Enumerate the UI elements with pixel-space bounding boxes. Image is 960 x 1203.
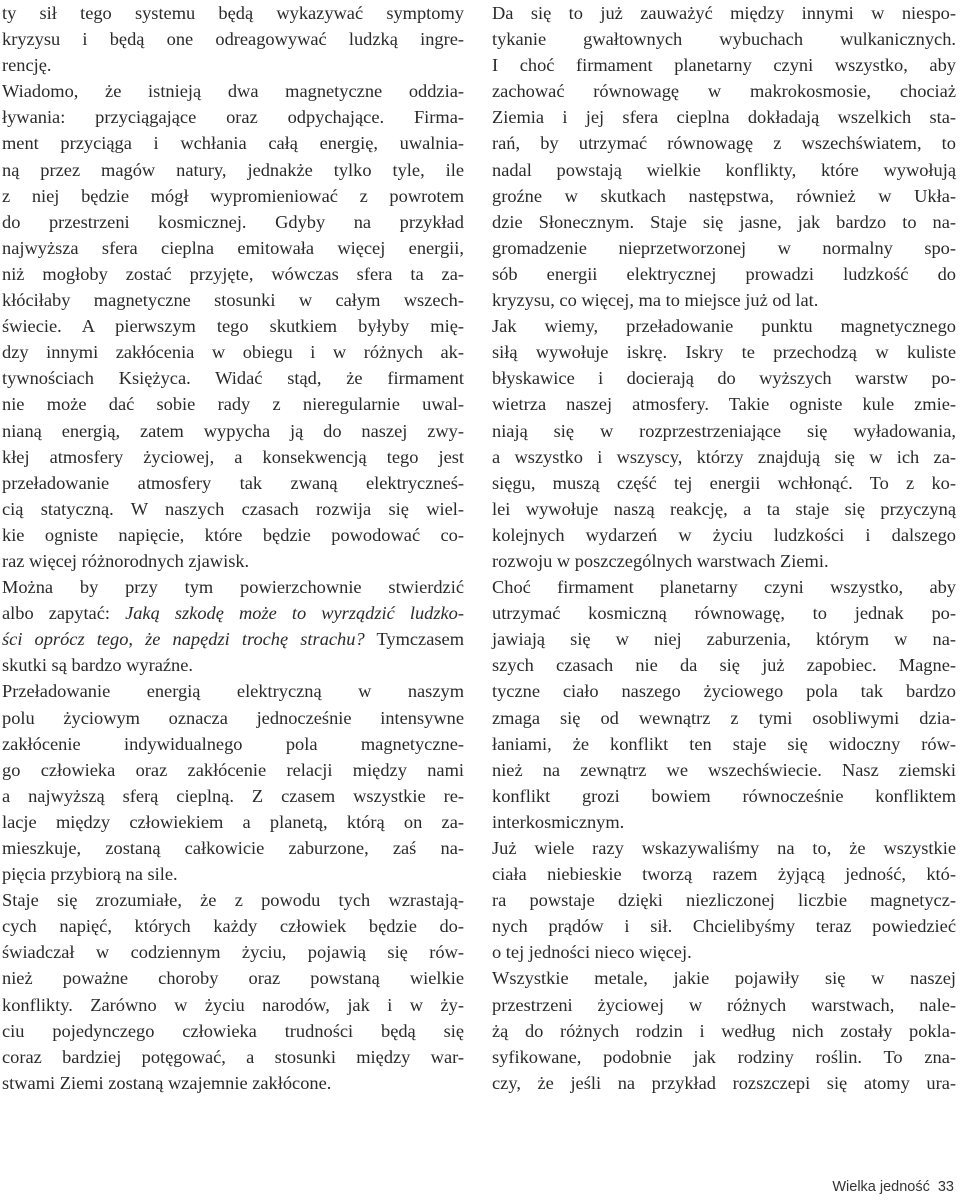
- text-line: jawiają się w niej zaburzenia, którym w na-: [492, 629, 956, 650]
- text-line: nież poważne choroby oraz powstaną wielkie: [2, 968, 464, 989]
- text-line: skutki są bardzo wyraźne.: [2, 655, 193, 676]
- text-line: Wiadomo, że istnieją dwa magnetyczne oddzia-: [2, 81, 464, 102]
- text-line: niż mogłoby zostać przyjęte, wówczas sfera ta za-: [2, 263, 464, 284]
- text-line: lei wywołuje naszą reakcję, a ta staje się przyczyną: [492, 498, 956, 519]
- text-line: niają się w rozprzestrzeniające się wyładowania,: [492, 420, 956, 441]
- text-line: mieszkuje, zostaną całkowicie zaburzone, zaś na-: [2, 838, 464, 858]
- text-line: szych czasach nie da się już zapobiec. Magne-: [492, 655, 956, 676]
- text-line: [2, 626, 464, 652]
- text-line: coraz bardziej potęgować, a stosunki między war-: [2, 1046, 464, 1067]
- text-line: sięgu, muszą część tej energii wchłonąć. To z ko-: [492, 472, 956, 493]
- text-line: tywnościach Księżyca. Widać stąd, że firmament: [2, 368, 464, 389]
- text-line: Choć firmament planetarny czyni wszystko, aby: [492, 577, 956, 598]
- page-footer: [832, 1179, 954, 1195]
- text-line: siłą wywołuje iskrę. Iskry te przechodzą w kuliste: [492, 342, 956, 363]
- text-line: tykanie gwałtownych wybuchach wulkanicznych.: [492, 29, 956, 50]
- text-line: kłej atmosfery życiowej, a konsekwencją tego jest: [2, 446, 464, 467]
- text-line: ty sił tego systemu będą wykazywać symptomy: [2, 3, 464, 23]
- text-line: nych prądów i sił. Chcielibyśmy teraz powiedzieć: [492, 916, 956, 937]
- left-text-column: [2, 0, 464, 1096]
- text-line: rań, by utrzymać równowagę z wszechświatem, to: [492, 133, 956, 154]
- text-line: nież na zewnątrz we wszechświecie. Nasz ziemski: [492, 759, 956, 780]
- text-line: a najwyższą sferą cieplną. Z czasem wszystkie re-: [2, 785, 464, 806]
- text-line: świecie. A pierwszym tego skutkiem byłyby mię-: [2, 316, 464, 337]
- text-line: ną przez magów natury, jednakże tylko tyle, ile: [2, 159, 464, 180]
- text-line: z niej będzie mógł wypromieniować z powrotem: [2, 185, 464, 206]
- text-line: a wszystko i wszyscy, którzy znajdują się w ich za-: [492, 446, 956, 467]
- text-line: dzie Słonecznym. Staje się jasne, jak bardzo to na-: [492, 211, 956, 232]
- text-line: konflikty. Zarówno w życiu narodów, jak i w ży-: [2, 994, 464, 1015]
- text-line: o tej jedności nieco więcej.: [492, 942, 692, 963]
- text-line: kryzysu i będą one odreagowywać ludzką ingre-: [2, 29, 464, 50]
- text-line: ra powstaje dzięki niezliczonej liczbie magnetycz-: [492, 890, 956, 911]
- text-line: Przeładowanie energią elektryczną w naszym: [2, 681, 464, 702]
- text-line: go człowieka oraz zakłócenie relacji między nami: [2, 759, 464, 780]
- text-line: zachować równowagę w makrokosmosie, chociaż: [492, 81, 956, 102]
- text-line: kryzysu, co więcej, ma to miejsce już od lat.: [492, 290, 819, 311]
- text-line: groźne w skutkach następstwa, również w Ukła-: [492, 185, 956, 206]
- page-number: 33: [937, 1179, 954, 1195]
- text-line: kolejnych wydarzeń w życiu ludzkości i dalszego: [492, 524, 956, 545]
- text-line: syfikowane, podobnie jak rodziny roślin. To zna-: [492, 1046, 956, 1067]
- running-title: Wielka jedność: [832, 1179, 930, 1195]
- text-line: pięcia przybiorą na sile.: [2, 864, 178, 885]
- text-line: rozwoju w poszczególnych warstwach Ziemi.: [492, 550, 829, 571]
- text-line: przestrzeni życiowej w różnych warstwach, nale-: [492, 994, 956, 1015]
- italic-text-run: Jaką szkodę może to wyrządzić ludzko-: [125, 603, 464, 624]
- text-line: tyczne ciało naszego życiowego pola tak bardzo: [492, 681, 956, 702]
- text-line: cych napięć, których każdy człowiek będzie do-: [2, 916, 464, 937]
- text-line: żą do różnych rodzin i według nich zostały pokla-: [492, 1020, 956, 1041]
- text-line: sób energii elektrycznej prowadzi ludzkość do: [492, 263, 956, 284]
- text-line: Staje się zrozumiałe, że z powodu tych wzrastają-: [2, 890, 464, 911]
- text-line: [2, 600, 464, 626]
- text-line: wietrza naszej atmosfery. Takie ogniste kule zmie-: [492, 394, 956, 415]
- text-line: lacje między człowiekiem a planetą, którą on za-: [2, 811, 464, 832]
- text-run: Tymczasem: [364, 629, 465, 650]
- text-line: I choć firmament planetarny czyni wszystko, aby: [492, 55, 956, 76]
- text-line: rencję.: [2, 55, 52, 76]
- text-line: stwami Ziemi zostaną wzajemnie zakłócone.: [2, 1072, 332, 1093]
- text-line: do przestrzeni kosmicznej. Gdyby na przykład: [2, 211, 464, 232]
- text-line: nie może dać sobie rady z nieregularnie uwal-: [2, 394, 464, 415]
- text-line: przeładowanie atmosfery tak zwaną elektryczneś-: [2, 472, 464, 493]
- text-line: cią statyczną. W naszych czasach rozwija się wiel-: [2, 498, 464, 519]
- right-text-column: [492, 0, 956, 1096]
- text-line: Jak wiemy, przeładowanie punktu magnetycznego: [492, 316, 956, 337]
- text-line: nianą energią, zatem wypycha ją do naszej zwy-: [2, 420, 464, 441]
- text-line: Już wiele razy wskazywaliśmy na to, że wszystkie: [492, 838, 956, 858]
- text-line: kie ogniste napięcie, które będzie powodować co-: [2, 524, 464, 545]
- text-line: najwyższa sfera cieplna emitowała więcej energii,: [2, 237, 464, 258]
- text-line: Ziemia i jej sfera cieplna dokładają wszelkich sta-: [492, 107, 956, 128]
- text-line: Da się to już zauważyć między innymi w niespo-: [492, 3, 956, 23]
- text-line: ływania: przyciągające oraz odpychające. Firma-: [2, 107, 464, 128]
- text-line: czy, że jeśli na przykład rozszczepi się atomy ura-: [492, 1072, 956, 1093]
- text-line: ciała niebieskie tworzą razem żyjącą jedność, któ-: [492, 864, 956, 885]
- text-line: zakłócenie indywidualnego pola magnetyczne-: [2, 733, 464, 754]
- text-line: gromadzenie nieprzetworzonej w normalny spo-: [492, 237, 956, 258]
- text-line: łaniami, że konflikt ten staje się widoczny rów-: [492, 733, 956, 754]
- text-run: albo zapytać:: [2, 603, 126, 624]
- text-line: utrzymać kosmiczną równowagę, to jednak po-: [492, 603, 956, 624]
- text-line: nadal powstają wielkie konflikty, które wywołują: [492, 159, 956, 180]
- italic-text-run: ści oprócz tego, że napędzi trochę strachu?: [2, 629, 365, 650]
- text-line: kłóciłaby magnetyczne stosunki w całym wszech-: [2, 290, 464, 311]
- text-line: interkosmicznym.: [492, 811, 625, 832]
- text-line: polu życiowym oznacza jednocześnie intensywne: [2, 707, 464, 728]
- text-line: raz więcej różnorodnych zjawisk.: [2, 550, 250, 571]
- text-line: dzy innymi zakłócenia w obiegu i w różnych ak-: [2, 342, 464, 363]
- text-line: Wszystkie metale, jakie pojawiły się w naszej: [492, 968, 956, 989]
- text-line: świadczał w codziennym życiu, pojawią się rów-: [2, 942, 464, 963]
- text-line: konflikt grozi bowiem równocześnie konfliktem: [492, 785, 956, 806]
- text-line: Można by przy tym powierzchownie stwierdzić: [2, 577, 464, 598]
- text-line: zmaga się od wewnątrz z tymi osobliwymi dzia-: [492, 707, 956, 728]
- text-line: ment przyciąga i wchłania całą energię, uwalnia-: [2, 133, 464, 154]
- text-line: ciu pojedynczego człowieka trudności będą się: [2, 1020, 464, 1041]
- text-line: błyskawice i docierają do wyższych warstw po-: [492, 368, 956, 389]
